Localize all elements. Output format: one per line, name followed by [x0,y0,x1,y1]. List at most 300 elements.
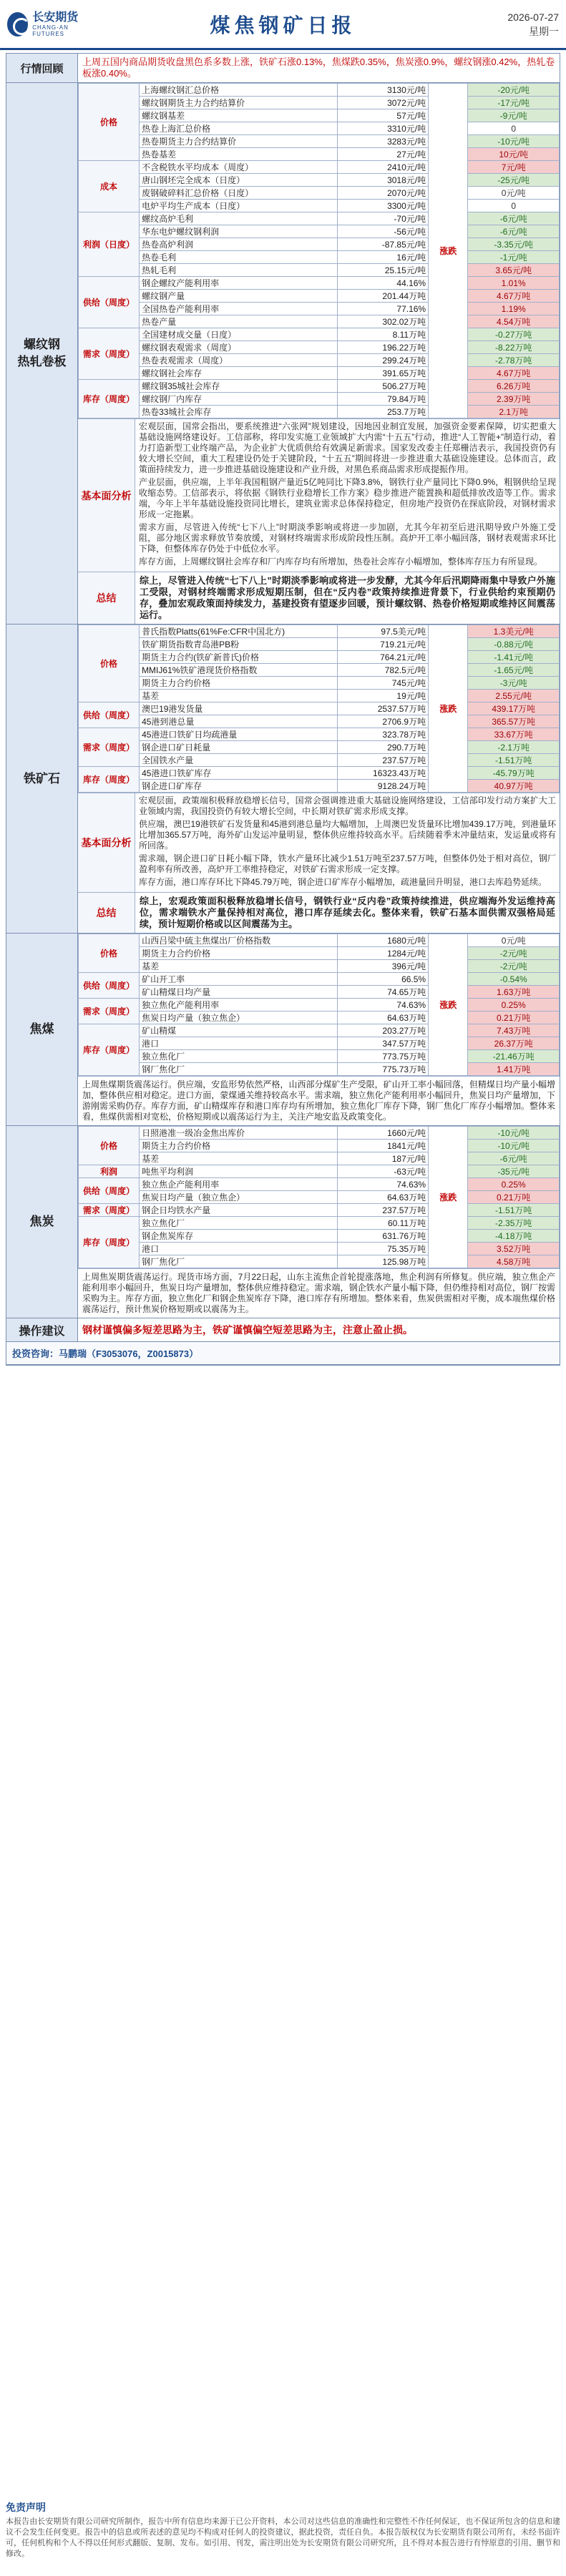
company-logo [7,11,93,37]
indicator-change: -2.78万吨 [468,354,560,367]
indicator-value: 3072元/吨 [337,97,429,109]
indicator-name: 热轧毛利 [140,264,337,277]
indicator-name: 华东电炉螺纹钢利润 [140,225,337,238]
indicator-value: 66.5% [337,973,429,986]
coke-row [79,1217,560,1230]
indicator-value: 74.63% [337,1178,429,1191]
rebar-row [79,251,560,264]
indicator-name: 吨焦平均利润 [140,1165,337,1178]
indicator-change: 3.65元/吨 [468,264,560,277]
rebar-row [79,341,560,354]
indicator-change: -3元/吨 [468,677,560,690]
ore-row [79,677,560,690]
indicator-name: 独立焦企产能利用率 [140,1178,337,1191]
rebar-row [79,161,560,174]
coke-row [79,1165,560,1178]
logo-english: CHANG-AN FUTURES [32,24,69,37]
rebar-summary-text: 综上，尽管进入传统“七下八上”时期淡季影响或将进一步发酵，尤其今年后汛期降雨集中导致户外施工受限，对钢材终端需求形成短期压制，但在“反内卷”政策持续推进背景下，行业供给约束预期仍存，叠加宏观政策面持续发力，基建投资有望逐步回暖，预计螺纹钢、热卷价格短期或维持区间震荡运行。 [140,575,555,620]
indicator-name: 矿山开工率 [140,973,337,986]
indicator-change: 0.21万吨 [468,1012,560,1024]
indicator-value: -70元/吨 [337,212,429,225]
coal-row [79,999,560,1012]
indicator-change: 0元/吨 [468,934,560,947]
indicator-value: 44.16% [337,277,429,290]
indicator-name: 螺纹钢产量 [140,290,337,303]
indicator-name: 独立焦化厂 [140,1050,337,1063]
indicator-change: -0.27万吨 [468,328,560,341]
indicator-value: 25.15元/吨 [337,264,429,277]
indicator-value: 745元/吨 [337,677,429,690]
indicator-name: 期货主力合约价格 [140,677,337,690]
category-cell: 需求（周度） [79,328,140,380]
indicator-change: 1.63万吨 [468,986,560,999]
indicator-value: 3283元/吨 [337,135,429,148]
report-date-block [473,10,559,39]
change-header: 涨跌 [429,1127,468,1268]
indicator-name: 全国热卷产能利用率 [140,303,337,315]
category-cell: 价格 [79,934,140,973]
coke-row [79,1255,560,1268]
indicator-change: 4.54万吨 [468,315,560,328]
indicator-change: -0.54% [468,973,560,986]
indicator-name: 基差 [140,690,337,702]
ore-row [79,702,560,715]
indicator-change: -8.22万吨 [468,341,560,354]
indicator-value: 782.5元/吨 [337,664,429,677]
rebar-row [79,187,560,200]
category-cell: 价格 [79,625,140,702]
indicator-value: 2537.57万吨 [337,702,429,715]
indicator-change: -1元/吨 [468,251,560,264]
indicator-value: 506.27万吨 [337,380,429,393]
indicator-value: 3130元/吨 [337,84,429,97]
coke-row [79,1204,560,1217]
disclaimer-title: 免责声明 [6,2502,46,2513]
indicator-name: 矿山精煤 [140,1024,337,1037]
change-header: 涨跌 [429,625,468,793]
report-header [0,0,566,50]
category-cell: 价格 [79,1127,140,1165]
disclaimer-text: 本报告由长安期货有限公司研究所制作，报告中所有信息均来源于已公开资料，本公司对这些信息的准确性和完整性不作任何保证，也不保证所包含的信息和建议不会发生任何变更。报告中的信息或所表述的意见均不构成对任何人的投资建议，据此投资，责任自负。本报告版权仅为长安期货有限公司所有，未经书面许可，任何机构和个人不得以任何形式翻版、复制、发布。如引用、刊发，需注明出处为长安期货有限公司研究所，且不得对本报告进行有悖原意的引用、删节和修改。 [6,2517,560,2558]
coal-row [79,1050,560,1063]
indicator-name: 铁矿期货指数青岛港PB粉 [140,638,337,651]
coke-row [79,1243,560,1255]
indicator-name: 矿山精煤日均产量 [140,986,337,999]
indicator-change: -1.65元/吨 [468,664,560,677]
indicator-name: 期货主力合约价格 [140,947,337,960]
indicator-value: 764.21元/吨 [337,651,429,664]
report-title: 煤焦钢矿日报 [210,13,356,37]
category-cell: 利润 [79,1165,140,1178]
analysis-paragraph: 产业层面，供应端，上半年我国粗钢产量近5亿吨同比下降3.8%，钢铁行业产量同比下降0.9%，粗钢供给呈现收缩态势。工信部表示，将依据《钢铁行业稳增长工作方案》稳步推进产能置换和超低排放改造等工作。需求端，今年上半年基础设施投资同比增长，建筑业需求总体保持稳定，但房地产投资仍在探底阶段，对钢材需求形成一定拖累。 [139,477,556,519]
indicator-name: 废钢破碎料汇总价格（日度） [140,187,337,200]
rebar-row [79,212,560,225]
indicator-value: 253.7万吨 [337,406,429,418]
rebar-row [79,328,560,341]
indicator-name: MMIJ61%铁矿港现货价格指数 [140,664,337,677]
rebar-row [79,97,560,109]
indicator-value: 773.75万吨 [337,1050,429,1063]
category-cell: 价格 [79,84,140,161]
ore-row [79,664,560,677]
coke-row [79,1191,560,1204]
coal-row [79,973,560,986]
coke-data-table [78,1126,560,1268]
analysis-paragraph: 需求端，钢企进口矿日耗小幅下降，铁水产量环比减少1.51万吨至237.57万吨，但整体仍处于相对高位，钢厂盈利率有所改善，高炉开工率维持稳定，对铁矿石需求形成一定支撑。 [139,853,556,874]
indicator-name: 螺纹钢社会库存 [140,367,337,380]
indicator-value: -56元/吨 [337,225,429,238]
indicator-change: 33.67万吨 [468,728,560,741]
ore-analysis-label: 基本面分析 [78,793,135,892]
indicator-name: 热卷毛利 [140,251,337,264]
indicator-value: 391.65万吨 [337,367,429,380]
indicator-value: 1284元/吨 [337,947,429,960]
indicator-change: -2元/吨 [468,947,560,960]
indicator-value: 125.98万吨 [337,1255,429,1268]
category-cell: 成本 [79,161,140,212]
indicator-name: 独立焦化厂 [140,1217,337,1230]
indicator-value: 75.35万吨 [337,1243,429,1255]
ore-row [79,741,560,754]
ore-row [79,780,560,793]
indicator-change: 6.26万吨 [468,380,560,393]
indicator-value: 396元/吨 [337,960,429,973]
indicator-value: 3300元/吨 [337,200,429,212]
indicator-change: 0.21万吨 [468,1191,560,1204]
indicator-name: 钢厂焦化厂 [140,1255,337,1268]
indicator-value: 323.78万吨 [337,728,429,741]
indicator-change: -35元/吨 [468,1165,560,1178]
indicator-name: 钢厂焦化厂 [140,1063,337,1076]
section-iron-ore [6,625,560,934]
indicator-change: 0 [468,200,560,212]
coal-data-table [78,934,560,1076]
coal-row [79,947,560,960]
indicator-change: 2.39万吨 [468,393,560,406]
indicator-value: 1660元/吨 [337,1127,429,1140]
indicator-value: 57元/吨 [337,109,429,122]
rebar-row [79,200,560,212]
logo-name: 长安期货 [32,11,79,24]
rebar-analysis-text [135,419,560,572]
indicator-change: -2.1万吨 [468,741,560,754]
coal-row [79,1037,560,1050]
market-review-row [6,54,560,83]
coke-row [79,1127,560,1140]
indicator-change: 40.97万吨 [468,780,560,793]
ore-summary [78,892,560,933]
indicator-change: -10元/吨 [468,1140,560,1152]
coal-row [79,986,560,999]
indicator-change: -1.51万吨 [468,754,560,767]
indicator-name: 全国建材成交量（日度） [140,328,337,341]
indicator-value: 97.5美元/吨 [337,625,429,638]
indicator-change: 1.19% [468,303,560,315]
indicator-value: 16元/吨 [337,251,429,264]
indicator-value: 203.27万吨 [337,1024,429,1037]
indicator-name: 45港进口铁矿日均疏港量 [140,728,337,741]
rebar-row [79,264,560,277]
indicator-change: 0.25% [468,1178,560,1191]
category-cell: 库存（周度） [79,380,140,418]
indicator-change: -2.35万吨 [468,1217,560,1230]
ore-row [79,625,560,638]
indicator-change: 4.67万吨 [468,367,560,380]
indicator-change: 0元/吨 [468,187,560,200]
indicator-change: 2.55元/吨 [468,690,560,702]
rebar-row [79,315,560,328]
indicator-name: 普氏指数Platts(61%Fe:CFR中国北方) [140,625,337,638]
indicator-name: 45港进口铁矿库存 [140,767,337,780]
indicator-change: 7元/吨 [468,161,560,174]
indicator-value: 290.7万吨 [337,741,429,754]
market-review-text: 上周五国内商品期货收盘黑色系多数上涨，铁矿石涨0.13%，焦煤跌0.35%，焦炭涨0.9%，螺纹钢涨0.42%，热轧卷板涨0.40%。 [82,57,555,79]
rebar-row [79,277,560,290]
market-review-label: 行情回顾 [6,54,78,82]
indicator-name: 日照港准一级冶金焦出库价 [140,1127,337,1140]
indicator-change: -6元/吨 [468,212,560,225]
ore-summary-text: 综上，宏观政策面积极释放稳增长信号，钢铁行业“反内卷”政策持续推进，供应端海外发运维持高位，需求端铁水产量保持相对高位，港口库存延续去化。整体来看，铁矿石基本面供需双强格局延续，预计短期价格或以区间震荡为主。 [140,896,555,929]
rebar-row [79,174,560,187]
rebar-row [79,109,560,122]
indicator-value: 8.11万吨 [337,328,429,341]
indicator-name: 钢企焦炭库存 [140,1230,337,1243]
indicator-change: 4.67万吨 [468,290,560,303]
ore-row [79,767,560,780]
ore-row [79,690,560,702]
indicator-change: -0.88元/吨 [468,638,560,651]
indicator-name: 热卷表观需求（周度） [140,354,337,367]
rebar-row [79,367,560,380]
indicator-change: -25元/吨 [468,174,560,187]
coal-analysis [78,1076,560,1125]
category-cell: 库存（周度） [79,1024,140,1076]
ore-row [79,728,560,741]
analysis-paragraph: 供应端，澳巴19港铁矿石发货量和45港到港总量均大幅增加，上周澳巴发货量环比增加439.17万吨，到港量环比增加365.57万吨，海外矿山发运冲量明显，整体供应维持较高水平。后续随着季末冲量结束，发运量或将有所回落。 [139,819,556,851]
indicator-name: 港口 [140,1037,337,1050]
section-coke [6,1126,560,1318]
indicator-value: 74.63% [337,999,429,1012]
category-cell: 供给（周度） [79,1178,140,1204]
category-cell: 需求（周度） [79,728,140,767]
indicator-change: -3.35元/吨 [468,238,560,251]
rebar-row [79,122,560,135]
indicator-value: 3018元/吨 [337,174,429,187]
indicator-name: 45港到港总量 [140,715,337,728]
analysis-paragraph: 宏观层面，政策端积极释放稳增长信号，国常会强调推进重大基础设施网络建设，工信部印发行动方案扩大工业领域内需，我国投资仍有较大增长空间，中长期对铁矿需求形成支撑。 [139,795,556,816]
indicator-value: 1841元/吨 [337,1140,429,1152]
ore-analysis [78,793,560,892]
indicator-name: 热卷产量 [140,315,337,328]
indicator-value: 3310元/吨 [337,122,429,135]
report-table [6,53,560,1366]
coke-analysis [78,1268,560,1318]
indicator-change: 2.1万吨 [468,406,560,418]
indicator-value: 237.57万吨 [337,754,429,767]
indicator-change: 7.43万吨 [468,1024,560,1037]
rebar-row [79,84,560,97]
ore-data-table [78,625,560,793]
coke-row [79,1152,560,1165]
rebar-row [79,380,560,393]
indicator-name: 全国铁水产量 [140,754,337,767]
coal-row [79,1024,560,1037]
report-date: 2026-07-27 [507,11,559,23]
coke-row [79,1230,560,1243]
indicator-change: 0.25% [468,999,560,1012]
indicator-value: 347.57万吨 [337,1037,429,1050]
ore-row [79,638,560,651]
indicator-value: 64.63万吨 [337,1012,429,1024]
indicator-name: 钢企螺纹产能利用率 [140,277,337,290]
indicator-name: 港口 [140,1243,337,1255]
indicator-value: 9128.24万吨 [337,780,429,793]
coal-row [79,1063,560,1076]
operation-advice [6,1318,560,1342]
indicator-name: 不含税铁水平均成本（周度） [140,161,337,174]
indicator-value: 631.76万吨 [337,1230,429,1243]
analysis-paragraph: 需求方面，尽管进入传统“七下八上”时期淡季影响或将进一步加剧，尤其今年初至后进汛期导致户外施工受阻，部分地区需求释放节奏放缓，对钢材终端需求形成阶段性压制。高炉开工率小幅回落，钢材表观需求环比下降，但整体库存仍处于中低位水平。 [139,522,556,554]
rebar-row [79,303,560,315]
indicator-value: 27元/吨 [337,148,429,161]
indicator-name: 期货主力合约(铁矿新普氏)价格 [140,651,337,664]
indicator-name: 基差 [140,960,337,973]
section-name-coke: 焦炭 [6,1126,78,1318]
indicator-name: 钢企进口矿日耗量 [140,741,337,754]
analysis-paragraph: 库存方面，港口库存环比下降45.79万吨，钢企进口矿库存小幅增加，疏港量回升明显，港口去库趋势延续。 [139,877,547,887]
indicator-value: 16323.43万吨 [337,767,429,780]
indicator-value: 1680元/吨 [337,934,429,947]
indicator-change: -9元/吨 [468,109,560,122]
indicator-name: 螺纹钢基差 [140,109,337,122]
indicator-change: 1.01% [468,277,560,290]
rebar-analysis-label: 基本面分析 [78,419,135,572]
ore-analysis-text [135,793,560,892]
ore-summary-label: 总结 [78,893,135,933]
indicator-change: -6元/吨 [468,1152,560,1165]
indicator-name: 热卷期货主力合约结算价 [140,135,337,148]
indicator-name: 热卷高炉利润 [140,238,337,251]
indicator-name: 螺纹钢35城社会库存 [140,380,337,393]
indicator-value: 299.24万吨 [337,354,429,367]
indicator-name: 螺纹钢表观需求（周度） [140,341,337,354]
indicator-name: 焦炭日均产量（独立焦企） [140,1012,337,1024]
category-cell: 供给（周度） [79,973,140,999]
indicator-name: 热卷上海汇总价格 [140,122,337,135]
indicator-name: 唐山钢坯完全成本（日度） [140,174,337,187]
indicator-name: 钢企日均铁水产量 [140,1204,337,1217]
indicator-name: 澳巴19港发货量 [140,702,337,715]
indicator-value: 196.22万吨 [337,341,429,354]
indicator-change: -20元/吨 [468,84,560,97]
indicator-value: 187元/吨 [337,1152,429,1165]
coal-row [79,960,560,973]
indicator-change: 4.58万吨 [468,1255,560,1268]
indicator-change: -1.41元/吨 [468,651,560,664]
indicator-name: 钢企进口矿库存 [140,780,337,793]
category-cell: 库存（周度） [79,1217,140,1268]
section-rebar [6,83,560,625]
coal-row [79,1012,560,1024]
indicator-name: 螺纹高炉毛利 [140,212,337,225]
category-cell: 库存（周度） [79,767,140,793]
indicator-name: 电炉平均生产成本（日度） [140,200,337,212]
indicator-name: 基差 [140,1152,337,1165]
section-name-iron-ore: 铁矿石 [6,625,78,933]
indicator-value: -87.85元/吨 [337,238,429,251]
indicator-value: 302.02万吨 [337,315,429,328]
indicator-change: -1.51万吨 [468,1204,560,1217]
indicator-name: 上海螺纹钢汇总价格 [140,84,337,97]
indicator-change: -10元/吨 [468,135,560,148]
rebar-row [79,290,560,303]
indicator-value: 77.16% [337,303,429,315]
coke-row [79,1178,560,1191]
indicator-change: 439.17万吨 [468,702,560,715]
indicator-value: 74.65万吨 [337,986,429,999]
analyst-credit: 投资咨询：马鹏瑞（F3053076，Z0015873） [6,1342,560,1365]
coal-row [79,934,560,947]
coke-row [79,1140,560,1152]
indicator-change: -45.79万吨 [468,767,560,780]
indicator-value: 79.84万吨 [337,393,429,406]
indicator-change: -6元/吨 [468,225,560,238]
rebar-row [79,238,560,251]
coal-analysis-text: 上周焦煤期货震荡运行。供应端，安监形势依然严格，山西部分煤矿生产受限，矿山开工率小幅回落，但精煤日均产量小幅增加，整体供应相对稳定。进口方面，蒙煤通关维持较高水平。需求端，独立焦化产能利用率小幅回升，焦炭日均产量增加，下游刚需采购仍存。库存方面，矿山精煤库存和港口库存均有所增加，独立焦化厂库存下降，钢厂焦化厂库存小幅增加。整体来看，焦煤供需相对宽松，价格短期或以震荡运行为主，关注产地安监及政策变化。 [82,1079,555,1122]
indicator-name: 热卷33城社会库存 [140,406,337,418]
indicator-name: 期货主力合约价格 [140,1140,337,1152]
section-name-rebar: 螺纹钢 热轧卷板 [6,83,78,624]
change-header: 涨跌 [429,84,468,418]
category-cell: 利润（日度） [79,212,140,277]
rebar-row [79,406,560,418]
indicator-change: 10元/吨 [468,148,560,161]
indicator-value: 237.57万吨 [337,1204,429,1217]
section-name-coking-coal: 焦煤 [6,934,78,1125]
operation-advice-label: 操作建议 [6,1318,78,1341]
category-cell: 需求（周度） [79,1204,140,1217]
rebar-summary [78,572,560,624]
indicator-change: 3.52万吨 [468,1243,560,1255]
category-cell: 供给（周度） [79,702,140,728]
indicator-change: 365.57万吨 [468,715,560,728]
report-weekday: 星期一 [529,25,559,37]
indicator-name: 螺纹钢厂内库存 [140,393,337,406]
indicator-value: 719.21元/吨 [337,638,429,651]
indicator-value: 60.11万吨 [337,1217,429,1230]
ore-row [79,715,560,728]
indicator-name: 热卷基差 [140,148,337,161]
analysis-paragraph: 宏观层面，国常会指出，要系统推进“六张网”规划建设，因地因业制宜发展，加强资金要素保障，切实把重大基础设施网络建设好。工信部称，将印发实施工业领域扩大内需“十五五”行动，推进“人工智能+”制造行动，着力打造新型工业终端产品，为企业扩大优质供给有效满足新需求。国家发改委主任郑栅洁表示，我国投资仍有较大增长空间，重大工程建设仍处于关键阶段，“十五五”期间将进一步推进重大基础设施建设。总体而言，政策面持续发力，进一步推进基础设施建设和产业升级，对黑色系商品需求形成提振作用。 [139,421,556,474]
indicator-change: -21.46万吨 [468,1050,560,1063]
rebar-row [79,148,560,161]
change-header: 涨跌 [429,934,468,1076]
rebar-row [79,354,560,367]
indicator-change: -2元/吨 [468,960,560,973]
operation-advice-text: 钢材谨慎偏多短差思路为主，铁矿谨慎偏空短差思路为主，注意止盈止损。 [82,1324,413,1336]
analysis-paragraph: 库存方面，上周螺纹钢社会库存和厂内库存均有所增加，热卷社会库存小幅增加，整体库存压力有所显现。 [139,557,543,567]
indicator-name: 山西吕梁中硫主焦煤出厂价格指数 [140,934,337,947]
logo-icon [7,12,28,36]
indicator-change: 0 [468,122,560,135]
indicator-value: 2410元/吨 [337,161,429,174]
indicator-value: 19元/吨 [337,690,429,702]
coke-analysis-text: 上周焦炭期货震荡运行。现货市场方面，7月22日起，山东主流焦企首轮提涨落地，焦企利润有所修复。供应端，独立焦企产能利用率小幅回升，焦炭日均产量增加，整体供应维持稳定。需求端，钢企铁水产量小幅下降，但仍维持相对高位，钢厂按需采购为主。库存方面，独立焦化厂和钢企焦炭库存下降，港口库存有所增加。整体来看，焦炭供需相对平衡，成本端焦煤价格震荡运行，预计焦炭价格短期或以震荡为主。 [82,1272,555,1314]
indicator-change: -10元/吨 [468,1127,560,1140]
indicator-value: 2706.9万吨 [337,715,429,728]
rebar-data-table [78,83,560,418]
indicator-name: 焦炭日均产量（独立焦企） [140,1191,337,1204]
